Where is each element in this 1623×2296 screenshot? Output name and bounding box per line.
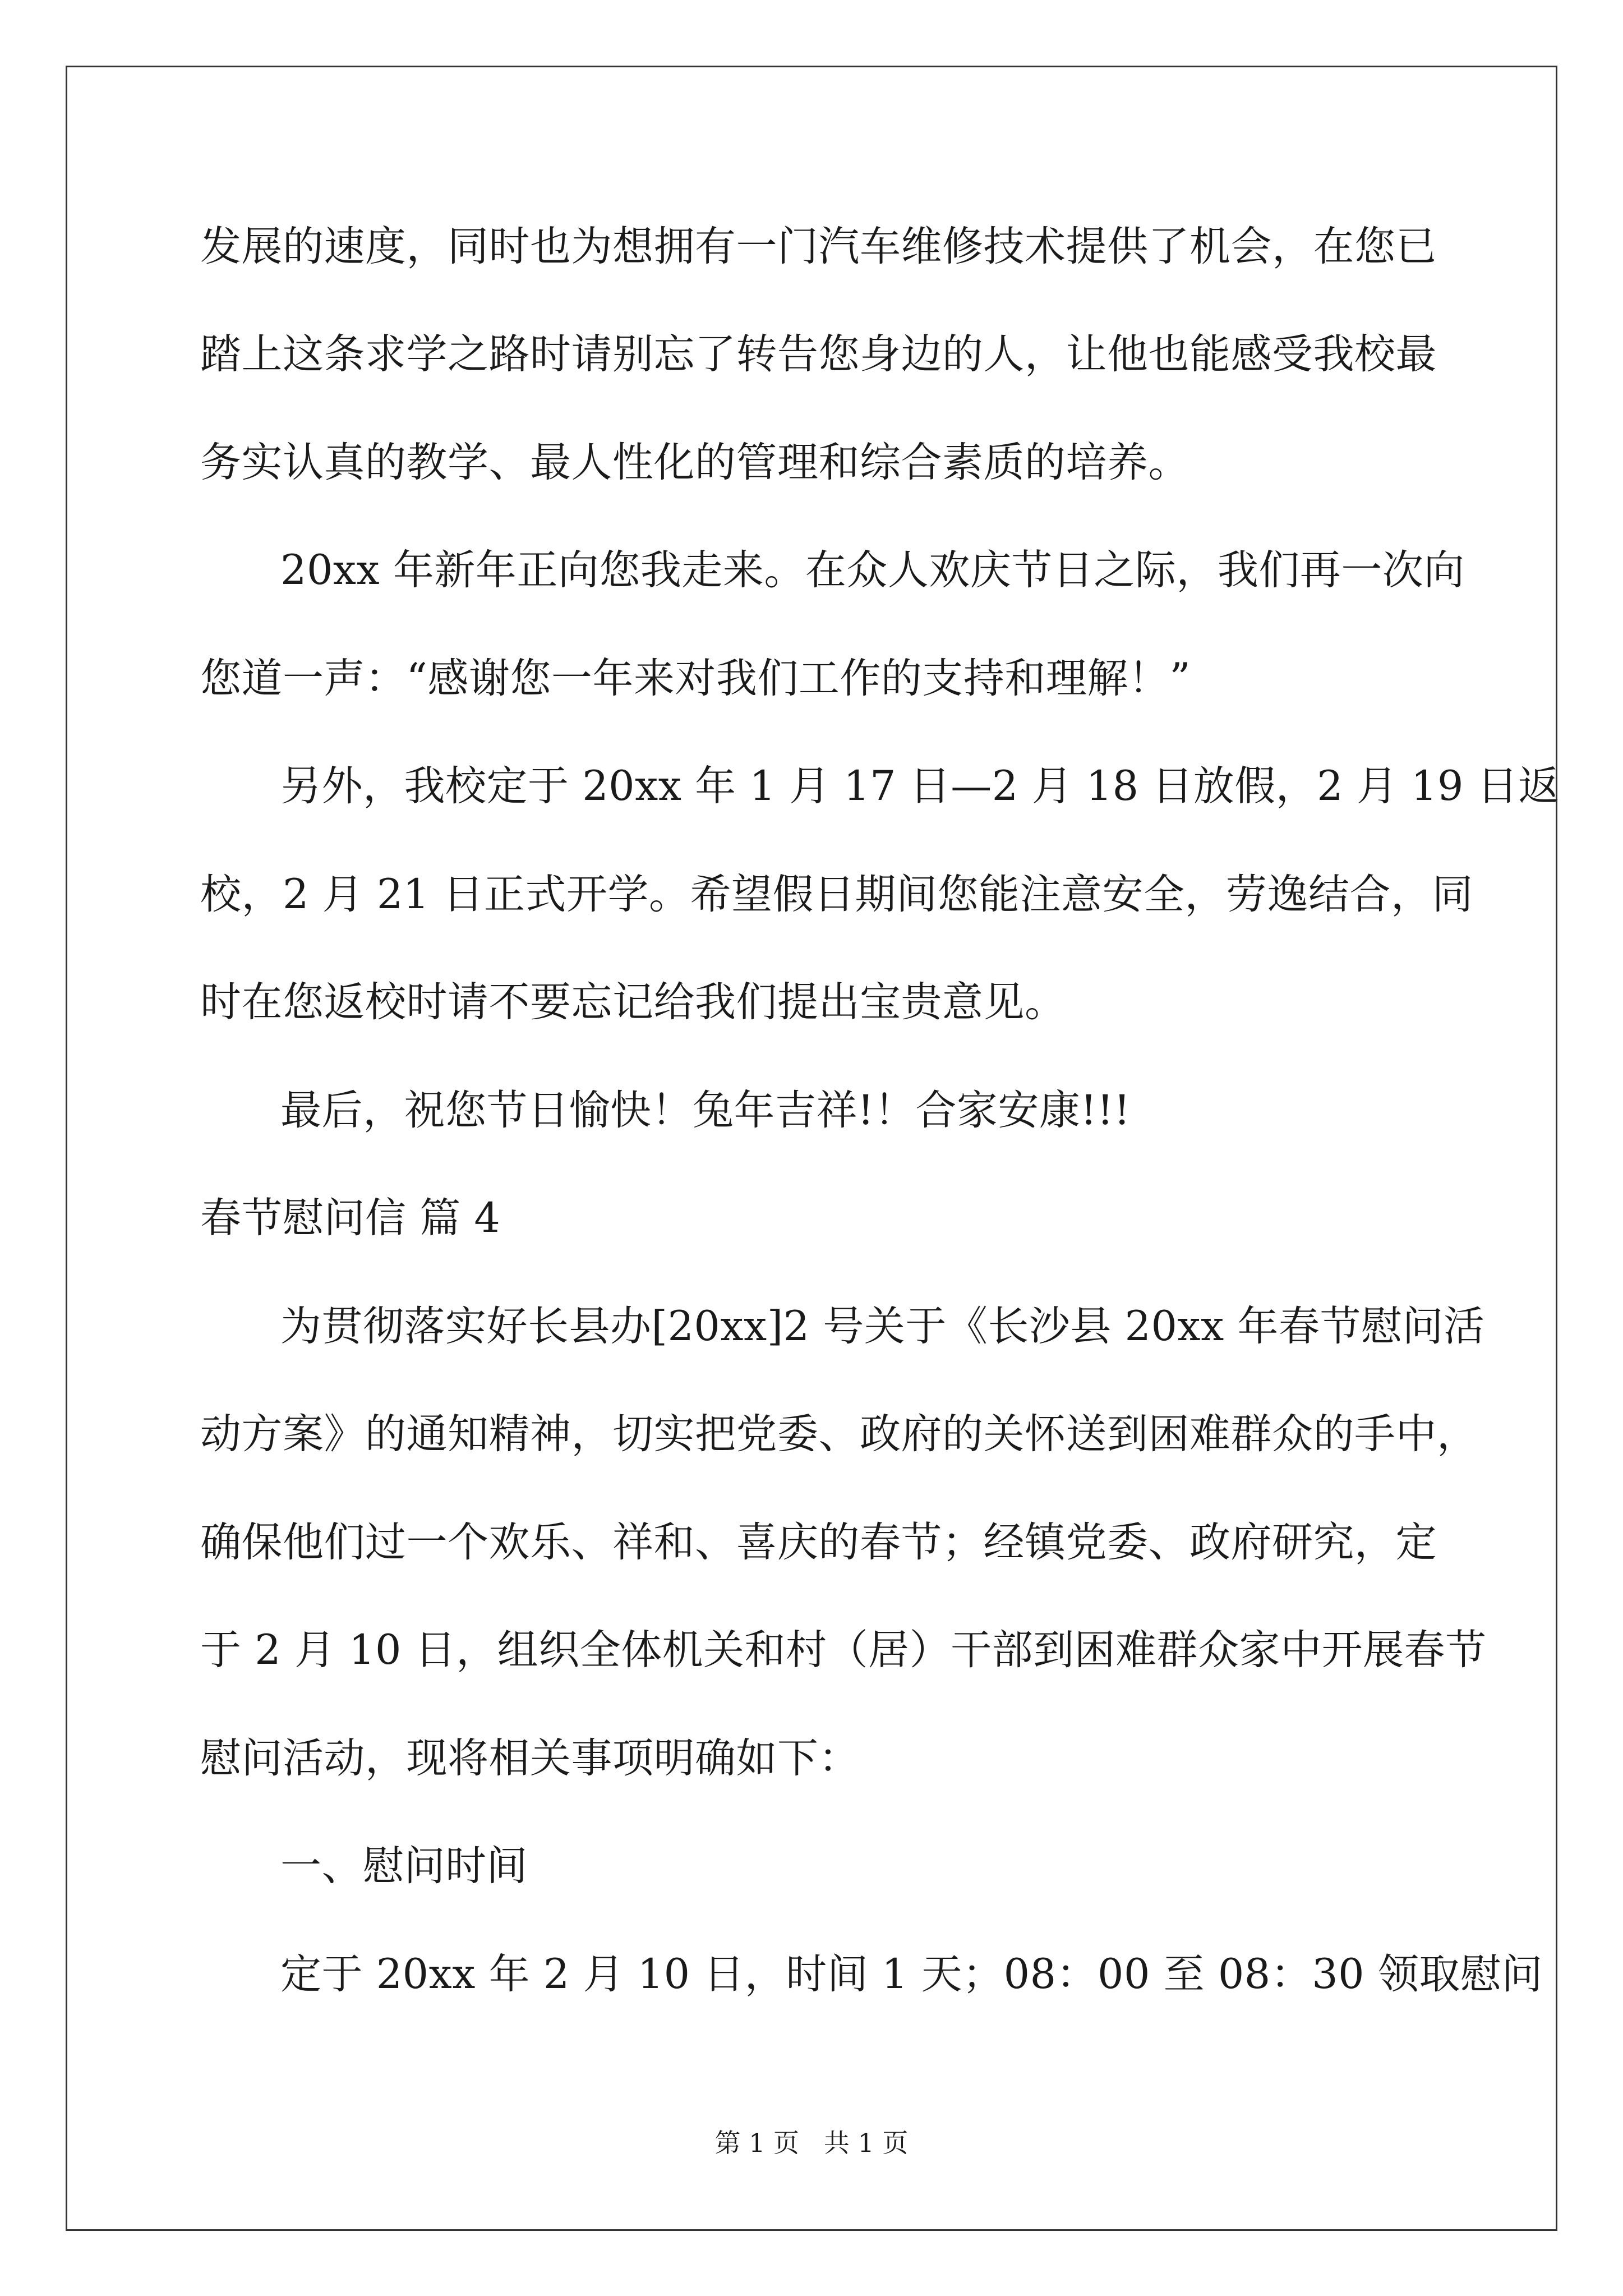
subsection-heading: 一、慰问时间	[280, 1842, 528, 1890]
paragraph-line: 动方案》的通知精神，切实把党委、政府的关怀送到困难群众的手中，	[200, 1410, 1478, 1458]
paragraph-line: 于 2 月 10 日，组织全体机关和村（居）干部到困难群众家中开展春节	[200, 1626, 1487, 1674]
paragraph-line: 定于 20xx 年 2 月 10 日，时间 1 天；08：00 至 08：30 领取慰问	[280, 1950, 1543, 1998]
paragraph-line: 您道一声：“感谢您一年来对我们工作的支持和理解！”	[200, 655, 1191, 702]
paragraph-line: 务实认真的教学、最人性化的管理和综合素质的培养。	[200, 439, 1189, 486]
section-heading: 春节慰问信 篇 4	[200, 1194, 501, 1242]
paragraph-line: 为贯彻落实好长县办[20xx]2 号关于《长沙县 20xx 年春节慰问活	[280, 1303, 1485, 1350]
page-border	[66, 66, 1557, 2231]
paragraph-line: 时在您返校时请不要忘记给我们提出宝贵意见。	[200, 978, 1066, 1026]
paragraph-line: 校，2 月 21 日正式开学。希望假日期间您能注意安全，劳逸结合，同	[200, 871, 1473, 918]
paragraph-line: 踏上这条求学之路时请别忘了转告您身边的人，让他也能感受我校最	[200, 330, 1437, 378]
paragraph-line: 慰问活动，现将相关事项明确如下：	[200, 1734, 860, 1782]
paragraph-line: 另外，我校定于 20xx 年 1 月 17 日—2 月 18 日放假，2 月 19 日返	[280, 762, 1560, 810]
paragraph-line: 发展的速度，同时也为想拥有一门汽车维修技术提供了机会，在您已	[200, 223, 1437, 270]
paragraph-line: 20xx 年新年正向您我走来。在众人欢庆节日之际，我们再一次向	[280, 546, 1465, 594]
page-footer: 第 1 页 共 1 页	[714, 2128, 909, 2158]
paragraph-line: 最后，祝您节日愉快！兔年吉祥!！合家安康!!!	[280, 1087, 1131, 1134]
paragraph-line: 确保他们过一个欢乐、祥和、喜庆的春节；经镇党委、政府研究，定	[200, 1519, 1437, 1566]
